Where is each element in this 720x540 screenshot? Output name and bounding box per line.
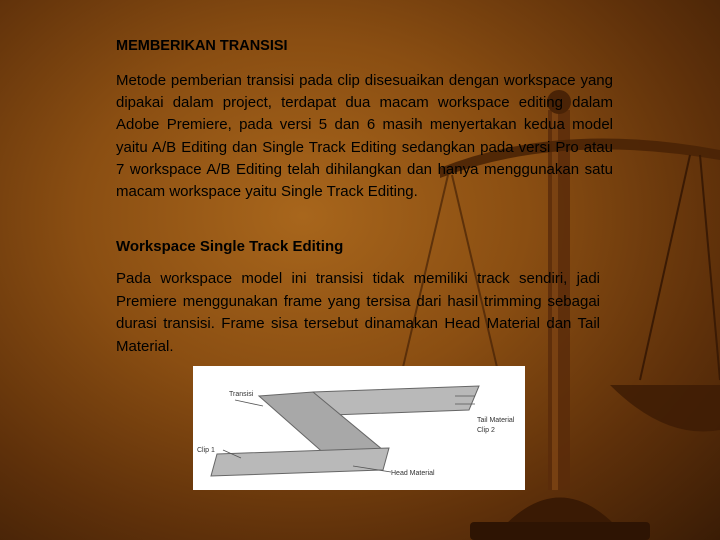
label-clip-1: Clip 1 xyxy=(197,447,215,454)
label-transisi: Transisi xyxy=(229,391,254,398)
transition-diagram xyxy=(193,366,525,490)
section-subtitle: Workspace Single Track Editing xyxy=(116,238,344,255)
section-paragraph: Pada workspace model ini transisi tidak memiliki track sendiri, jadi Premiere menggunakan frame yang tersisa dari hasil trimming sebagai durasi transisi. Frame sisa tersebut dinamakan Head Material dan Tail Material. xyxy=(116,270,600,355)
intro-paragraph: Metode pemberian transisi pada clip disesuaikan dengan workspace yang dipakai dalam project, terdapat dua macam workspace editing dalam Adobe Premiere, pada versi 5 dan 6 masih menyertakan kedua model yaitu A/B Editing dan Single Track Editing sedangkan pada versi Pro atau 7 workspace A/B Editing telah dihilangkan dan hanya menggunakan satu macam workspace yaitu Single Track Editing. xyxy=(116,72,613,201)
label-tail-material: Tail Material xyxy=(477,417,515,424)
clip1-strip xyxy=(211,448,389,476)
track-diagram-svg xyxy=(193,366,525,490)
page-title: MEMBERIKAN TRANSISI xyxy=(116,38,288,54)
label-clip-2: Clip 2 xyxy=(477,427,495,434)
label-head-material: Head Material xyxy=(391,470,435,477)
